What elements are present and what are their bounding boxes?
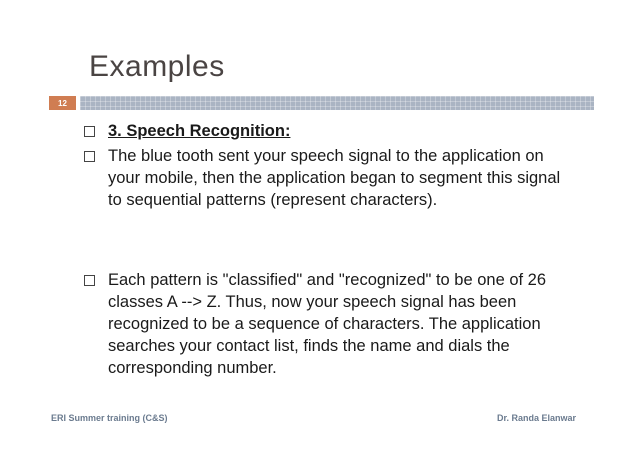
bullet-text: Each pattern is "classified" and "recognized" to be one of 26 classes A --> Z. Thus, now your speech signal has been recognized to be a sequence of characters. The application searches your contact list, finds the name and dials the corresponding number.	[108, 271, 547, 377]
square-bullet-icon	[84, 151, 95, 162]
title-underline-bar	[80, 96, 594, 110]
slide-title: Examples	[89, 50, 225, 83]
bullet-item	[84, 269, 563, 379]
bullet-item	[84, 145, 563, 211]
square-bullet-icon	[84, 275, 95, 286]
slide-number: 12	[49, 96, 76, 110]
bullet-item-heading	[84, 120, 563, 142]
square-bullet-icon	[84, 126, 95, 137]
bullet-text: The blue tooth sent your speech signal to the application on your mobile, then the application began to segment this signal to sequential patterns (represent characters).	[108, 147, 561, 209]
footer-course-label: ERI Summer training (C&S)	[51, 413, 168, 423]
footer-author-label: Dr. Randa Elanwar	[497, 413, 577, 423]
bullet-heading-text: 3. Speech Recognition:	[108, 122, 291, 140]
